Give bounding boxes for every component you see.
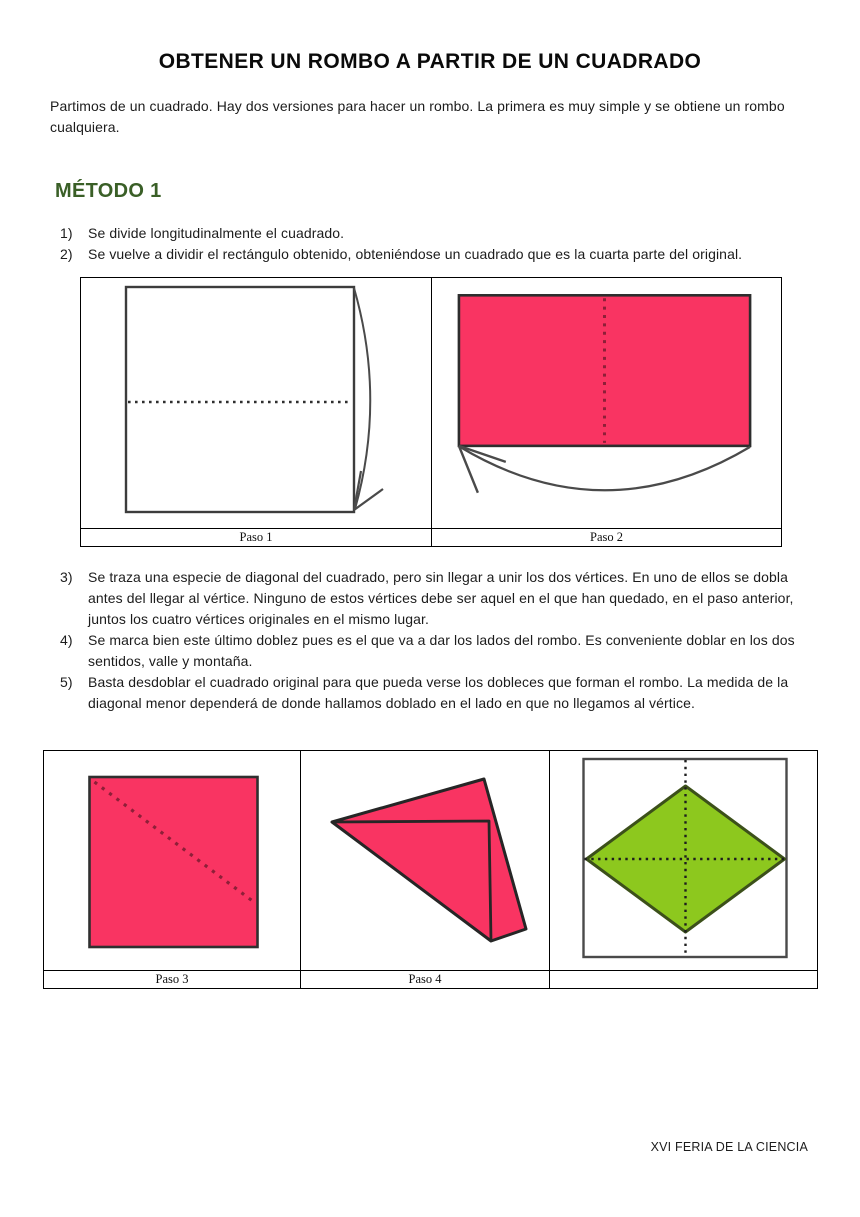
paso3-pink-square [90, 777, 258, 947]
step-number: 3) [60, 569, 73, 585]
step-number: 4) [60, 632, 73, 648]
figure1-table [80, 277, 782, 547]
paso3-diagram [44, 751, 300, 970]
rombo-result-diagram [550, 751, 817, 970]
step-number: 5) [60, 674, 73, 690]
paso4-folded-paper-shape [332, 779, 526, 941]
intro-paragraph: Partimos de un cuadrado. Hay dos versiones para hacer un rombo. La primera es muy simple y se obtiene un rombo cualquiera. [50, 98, 785, 135]
paso3-panel [44, 751, 300, 970]
paso1-arrowhead-icon [354, 471, 383, 510]
paso1-fold-arrow-arc [354, 288, 370, 509]
steps-1-2 [60, 223, 820, 265]
figure2-table [43, 750, 818, 989]
step-number: 2) [60, 246, 73, 262]
step-text: Se vuelve a dividir el rectángulo obtenido, obteniéndose un cuadrado que es la cuarta parte del original. [88, 246, 743, 262]
rombo-result-panel [549, 751, 817, 970]
step-item-3 [60, 567, 830, 630]
paso2-caption: Paso 2 [431, 528, 781, 546]
step-item-4 [60, 630, 830, 672]
step-text: Se divide longitudinalmente el cuadrado. [88, 225, 345, 241]
step-item-5 [60, 672, 830, 714]
paso2-panel [431, 278, 781, 528]
page-title: OBTENER UN ROMBO A PARTIR DE UN CUADRADO [158, 50, 702, 73]
paso4-diagram [301, 751, 549, 970]
paso1-square [126, 287, 354, 512]
step-item-2 [60, 244, 820, 265]
steps-3-5 [60, 567, 830, 714]
paso1-diagram [81, 278, 431, 528]
paso1-panel [81, 278, 431, 528]
paso4-caption: Paso 4 [300, 970, 549, 988]
paso4-panel [300, 751, 549, 970]
rombo-result-caption [549, 970, 817, 988]
step-text: Basta desdoblar el cuadrado original para que pueda verse los dobleces que forman el rombo. La medida de la diagonal menor dependerá de donde hallamos doblado en el lado en que no llegamos al vértice. [88, 674, 789, 711]
step-text: Se traza una especie de diagonal del cuadrado, pero sin llegar a unir los dos vértices. En uno de ellos se dobla antes del llegar al vértice. Ninguno de estos vértices debe ser aquel en el que han quedado, en el paso anterior, juntos los cuatro vértices originales en el mismo lugar. [88, 569, 794, 627]
paso1-caption: Paso 1 [81, 528, 431, 546]
paso2-arrowhead-icon [459, 446, 506, 493]
step-item-1 [60, 223, 820, 244]
step-text: Se marca bien este último doblez pues es el que va a dar los lados del rombo. Es conveniente doblar en los dos sentidos, valle y montaña. [88, 632, 795, 669]
method1-heading: MÉTODO 1 [55, 180, 162, 202]
paso2-fold-arrow-arc [460, 447, 750, 490]
step-number: 1) [60, 225, 73, 241]
paso2-diagram [432, 278, 781, 528]
footer-text: XVI FERIA DE LA CIENCIA [650, 1140, 808, 1154]
paso3-caption: Paso 3 [44, 970, 300, 988]
